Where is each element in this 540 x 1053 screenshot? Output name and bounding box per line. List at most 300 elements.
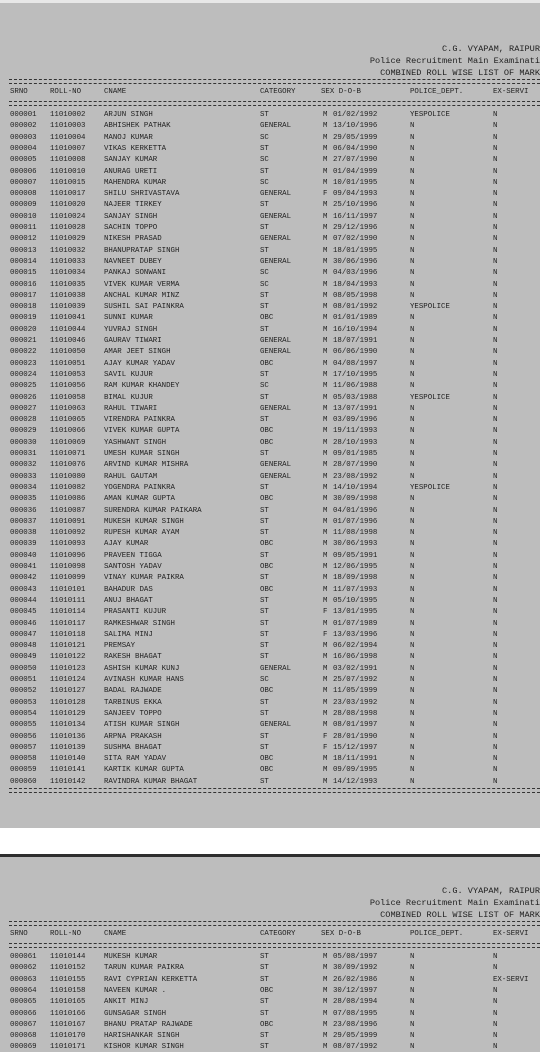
srno-cell: 000014 xyxy=(10,257,37,266)
category-cell: ST xyxy=(260,370,269,379)
sex-cell: M xyxy=(323,653,328,662)
ex-servi-cell: N xyxy=(493,664,498,673)
name-cell: RUPESH KUMAR AYAM xyxy=(104,529,180,538)
sex-cell: M xyxy=(323,721,328,730)
sex-cell: M xyxy=(323,257,328,266)
sex-cell: M xyxy=(323,348,328,357)
roll-no-cell: 11010122 xyxy=(50,653,86,662)
police-dept-cell: N xyxy=(410,167,415,176)
ex-servi-cell: N xyxy=(493,676,498,684)
roll-no-cell: 11010139 xyxy=(50,743,86,752)
sex-cell: M xyxy=(323,495,328,504)
dob-cell: 27/07/1990 xyxy=(333,156,378,165)
roll-no-cell: 11010158 xyxy=(50,986,86,995)
ex-servi-cell: N xyxy=(493,495,498,504)
category-cell: GENERAL xyxy=(260,404,292,413)
srno-cell: 000047 xyxy=(10,630,37,639)
table-row xyxy=(0,675,540,686)
table-row xyxy=(0,359,540,370)
name-cell: KISHOR KUMAR SINGH xyxy=(104,1043,184,1052)
roll-no-cell: 11010082 xyxy=(50,483,86,492)
roll-no-cell: 11010008 xyxy=(50,156,86,165)
police-dept-cell: N xyxy=(410,642,415,651)
police-dept-cell: N xyxy=(410,461,415,470)
roll-no-cell: 11010033 xyxy=(50,257,86,266)
srno-cell: 000049 xyxy=(10,653,37,662)
roll-no-cell: 11010046 xyxy=(50,337,86,345)
list-title: COMBINED ROLL WISE LIST OF MARK xyxy=(380,910,540,920)
sex-cell: M xyxy=(323,314,328,323)
dob-cell: 09/09/1995 xyxy=(333,766,378,775)
table-row xyxy=(0,234,540,245)
dob-cell: 01/07/1989 xyxy=(333,619,378,628)
sex-cell: M xyxy=(323,212,328,221)
dob-cell: 12/06/1995 xyxy=(333,563,378,571)
name-cell: YOGENDRA PAINKRA xyxy=(104,483,175,492)
dob-cell: 04/03/1996 xyxy=(333,269,378,278)
table-row xyxy=(0,551,540,562)
police-dept-cell: N xyxy=(410,585,415,594)
table-row xyxy=(0,133,540,144)
srno-cell: 000012 xyxy=(10,235,37,244)
roll-no-cell: 11010117 xyxy=(50,619,86,628)
roll-no-cell: 11010092 xyxy=(50,529,86,538)
category-cell: OBC xyxy=(260,359,274,368)
table-row xyxy=(0,472,540,483)
police-dept-cell: N xyxy=(410,964,415,973)
ex-servi-cell: N xyxy=(493,111,498,119)
ex-servi-cell: N xyxy=(493,777,498,786)
double-rule xyxy=(9,101,540,106)
police-dept-cell: N xyxy=(410,359,415,368)
dob-cell: 08/01/1992 xyxy=(333,303,378,312)
srno-cell: 000060 xyxy=(10,777,37,786)
category-cell: OBC xyxy=(260,427,274,436)
ex-servi-cell: N xyxy=(493,483,498,492)
srno-cell: 000032 xyxy=(10,461,37,470)
dob-cell: 01/01/1989 xyxy=(333,314,378,323)
dob-cell: 30/06/1996 xyxy=(333,257,378,266)
sex-cell: F xyxy=(323,608,328,617)
name-cell: AMAR JEET SINGH xyxy=(104,348,171,357)
srno-cell: 000063 xyxy=(10,975,37,984)
ex-servi-cell: N xyxy=(493,257,498,266)
name-cell: SANJAY SINGH xyxy=(104,212,158,221)
category-cell: OBC xyxy=(260,438,274,447)
sex-cell: M xyxy=(323,450,328,458)
srno-cell: 000006 xyxy=(10,167,37,176)
srno-cell: 000039 xyxy=(10,540,37,549)
name-cell: AVINASH KUMAR HANS xyxy=(104,676,184,684)
table-row xyxy=(0,257,540,268)
police-dept-cell: N xyxy=(410,517,415,526)
sex-cell: M xyxy=(323,427,328,436)
category-cell: ST xyxy=(260,224,269,232)
category-cell: SC xyxy=(260,133,269,142)
ex-servi-cell: N xyxy=(493,201,498,210)
srno-cell: 000027 xyxy=(10,404,37,413)
name-cell: BADAL RAJWADE xyxy=(104,687,162,696)
police-dept-cell: N xyxy=(410,337,415,345)
table-row xyxy=(0,483,540,494)
category-cell: ST xyxy=(260,291,269,300)
roll-no-cell: 11010071 xyxy=(50,450,86,458)
police-dept-cell: N xyxy=(410,975,415,984)
srno-cell: 000008 xyxy=(10,190,37,199)
srno-cell: 000041 xyxy=(10,563,37,571)
roll-no-cell: 11010015 xyxy=(50,178,86,187)
name-cell: TARBINUS EKKA xyxy=(104,698,162,707)
srno-cell: 000023 xyxy=(10,359,37,368)
table-row xyxy=(0,986,540,997)
name-cell: ABHISHEK PATHAK xyxy=(104,122,171,131)
name-cell: RAHUL TIWARI xyxy=(104,404,158,413)
roll-no-cell: 11010114 xyxy=(50,608,86,617)
name-cell: RAMKESHWAR SINGH xyxy=(104,619,175,628)
page-header xyxy=(320,43,540,79)
table-row xyxy=(0,381,540,392)
name-cell: ANCHAL KUMAR MINZ xyxy=(104,291,180,300)
police-dept-cell: YESPOLICE xyxy=(410,111,450,119)
category-cell: OBC xyxy=(260,563,274,571)
name-cell: BIMAL KUJUR xyxy=(104,393,153,402)
category-cell: ST xyxy=(260,393,269,402)
police-dept-cell: N xyxy=(410,438,415,447)
police-dept-cell: N xyxy=(410,1020,415,1029)
roll-no-cell: 11010091 xyxy=(50,517,86,526)
double-rule xyxy=(9,788,540,793)
table-row xyxy=(0,302,540,313)
roll-no-cell: 11010020 xyxy=(50,201,86,210)
roll-no-cell: 11010044 xyxy=(50,325,86,334)
sex-cell: M xyxy=(323,483,328,492)
srno-cell: 000045 xyxy=(10,608,37,617)
roll-no-cell: 11010101 xyxy=(50,585,86,594)
sex-cell: M xyxy=(323,144,328,153)
table-row xyxy=(0,460,540,471)
name-cell: AJAY KUMAR xyxy=(104,540,149,549)
dob-cell: 06/06/1990 xyxy=(333,348,378,357)
police-dept-cell: N xyxy=(410,743,415,752)
srno-cell: 000042 xyxy=(10,574,37,583)
table-row xyxy=(0,652,540,663)
dob-cell: 30/09/1992 xyxy=(333,964,378,973)
col-name: CNAME xyxy=(104,88,127,96)
police-dept-cell: N xyxy=(410,246,415,255)
name-cell: ATISH KUMAR SINGH xyxy=(104,721,180,730)
table-row xyxy=(0,167,540,178)
name-cell: SITA RAM YADAV xyxy=(104,755,167,764)
ex-servi-cell: EX-SERVI xyxy=(493,975,529,984)
category-cell: GENERAL xyxy=(260,721,292,730)
dob-cell: 04/08/1997 xyxy=(333,359,378,368)
sex-cell: M xyxy=(323,167,328,176)
police-dept-cell: N xyxy=(410,269,415,278)
sex-cell: M xyxy=(323,574,328,583)
ex-servi-cell: N xyxy=(493,1043,498,1052)
table-row xyxy=(0,720,540,731)
police-dept-cell: N xyxy=(410,998,415,1007)
table-row xyxy=(0,325,540,336)
srno-cell: 000015 xyxy=(10,269,37,278)
dob-cell: 14/10/1994 xyxy=(333,483,378,492)
ex-servi-cell: N xyxy=(493,1032,498,1041)
col-srno: SRNO xyxy=(10,88,28,96)
table-row xyxy=(0,494,540,505)
dob-cell: 23/03/1992 xyxy=(333,698,378,707)
sex-cell: M xyxy=(323,777,328,786)
ex-servi-cell: N xyxy=(493,314,498,323)
table-row xyxy=(0,732,540,743)
category-cell: SC xyxy=(260,178,269,187)
table-row xyxy=(0,997,540,1008)
org-name: C.G. VYAPAM, RAIPUR xyxy=(442,44,540,54)
police-dept-cell: N xyxy=(410,314,415,323)
category-cell: GENERAL xyxy=(260,235,292,244)
table-row xyxy=(0,121,540,132)
srno-cell: 000003 xyxy=(10,133,37,142)
category-cell: OBC xyxy=(260,687,274,696)
table-row xyxy=(0,189,540,200)
ex-servi-cell: N xyxy=(493,461,498,470)
srno-cell: 000067 xyxy=(10,1020,37,1029)
dob-cell: 01/02/1992 xyxy=(333,111,378,119)
table-row xyxy=(0,144,540,155)
table-row xyxy=(0,664,540,675)
ex-servi-cell: N xyxy=(493,224,498,232)
roll-no-cell: 11010136 xyxy=(50,732,86,741)
police-dept-cell: N xyxy=(410,664,415,673)
col-sex-dob: SEX D-O-B xyxy=(321,88,361,96)
table-row xyxy=(0,336,540,347)
category-cell: ST xyxy=(260,1009,269,1018)
name-cell: KARTIK KUMAR GUPTA xyxy=(104,766,184,775)
roll-no-cell: 11010041 xyxy=(50,314,86,323)
roll-no-cell: 11010050 xyxy=(50,348,86,357)
police-dept-cell: N xyxy=(410,653,415,662)
roll-no-cell: 11010155 xyxy=(50,975,86,984)
ex-servi-cell: N xyxy=(493,1009,498,1018)
srno-cell: 000065 xyxy=(10,998,37,1007)
police-dept-cell: N xyxy=(410,212,415,221)
table-row xyxy=(0,596,540,607)
ex-servi-cell: N xyxy=(493,630,498,639)
ex-servi-cell: N xyxy=(493,653,498,662)
sex-cell: M xyxy=(323,224,328,232)
ex-servi-cell: N xyxy=(493,698,498,707)
srno-cell: 000030 xyxy=(10,438,37,447)
sex-cell: M xyxy=(323,585,328,594)
police-dept-cell: YESPOLICE xyxy=(410,483,450,492)
ex-servi-cell: N xyxy=(493,156,498,165)
ex-servi-cell: N xyxy=(493,370,498,379)
category-cell: ST xyxy=(260,1032,269,1041)
srno-cell: 000038 xyxy=(10,529,37,538)
ex-servi-cell: N xyxy=(493,517,498,526)
ex-servi-cell: N xyxy=(493,709,498,718)
ex-servi-cell: N xyxy=(493,280,498,289)
table-row xyxy=(0,952,540,963)
dob-cell: 07/02/1990 xyxy=(333,235,378,244)
dob-cell: 07/08/1995 xyxy=(333,1009,378,1018)
name-cell: ANKIT MINJ xyxy=(104,998,149,1007)
roll-no-cell: 11010093 xyxy=(50,540,86,549)
roll-no-cell: 11010118 xyxy=(50,630,86,639)
category-cell: ST xyxy=(260,732,269,741)
name-cell: RAHUL GAUTAM xyxy=(104,472,158,481)
category-cell: ST xyxy=(260,517,269,526)
srno-cell: 000029 xyxy=(10,427,37,436)
srno-cell: 000036 xyxy=(10,506,37,515)
category-cell: ST xyxy=(260,144,269,153)
table-row xyxy=(0,528,540,539)
police-dept-cell: N xyxy=(410,370,415,379)
name-cell: AMAN KUMAR GUPTA xyxy=(104,495,175,504)
dob-cell: 18/04/1993 xyxy=(333,280,378,289)
sex-cell: F xyxy=(323,630,328,639)
category-cell: OBC xyxy=(260,1020,274,1029)
police-dept-cell: N xyxy=(410,755,415,764)
col-police-dept: POLICE_DEPT. xyxy=(410,930,464,938)
roll-no-cell: 11010128 xyxy=(50,698,86,707)
dob-cell: 11/07/1993 xyxy=(333,585,378,594)
category-cell: ST xyxy=(260,111,269,119)
table-row xyxy=(0,607,540,618)
name-cell: YUVRAJ SINGH xyxy=(104,325,158,334)
roll-no-cell: 11010051 xyxy=(50,359,86,368)
dob-cell: 30/12/1997 xyxy=(333,986,378,995)
dob-cell: 16/10/1994 xyxy=(333,325,378,334)
roll-no-cell: 11010056 xyxy=(50,382,86,391)
police-dept-cell: N xyxy=(410,280,415,289)
ex-servi-cell: N xyxy=(493,416,498,425)
roll-no-cell: 11010002 xyxy=(50,111,86,119)
sex-cell: M xyxy=(323,416,328,425)
ex-servi-cell: N xyxy=(493,953,498,961)
police-dept-cell: N xyxy=(410,257,415,266)
name-cell: YASHWANT SINGH xyxy=(104,438,167,447)
category-cell: ST xyxy=(260,450,269,458)
ex-servi-cell: N xyxy=(493,325,498,334)
ex-servi-cell: N xyxy=(493,382,498,391)
ex-servi-cell: N xyxy=(493,687,498,696)
sex-cell: M xyxy=(323,359,328,368)
roll-no-cell: 11010024 xyxy=(50,212,86,221)
category-cell: ST xyxy=(260,975,269,984)
ex-servi-cell: N xyxy=(493,246,498,255)
police-dept-cell: N xyxy=(410,698,415,707)
category-cell: ST xyxy=(260,630,269,639)
ex-servi-cell: N xyxy=(493,133,498,142)
srno-cell: 000051 xyxy=(10,676,37,684)
roll-no-cell: 11010080 xyxy=(50,472,86,481)
roll-no-cell: 11010069 xyxy=(50,438,86,447)
srno-cell: 000033 xyxy=(10,472,37,481)
srno-cell: 000057 xyxy=(10,743,37,752)
dob-cell: 28/07/1990 xyxy=(333,461,378,470)
police-dept-cell: N xyxy=(410,235,415,244)
table-row xyxy=(0,1031,540,1042)
srno-cell: 000005 xyxy=(10,156,37,165)
ex-servi-cell: N xyxy=(493,291,498,300)
roll-no-cell: 11010140 xyxy=(50,755,86,764)
police-dept-cell: N xyxy=(410,122,415,131)
roll-no-cell: 11010142 xyxy=(50,777,86,786)
table-row xyxy=(0,449,540,460)
table-row xyxy=(0,223,540,234)
name-cell: NAVNEET DUBEY xyxy=(104,257,162,266)
name-cell: VIKAS KERKETTA xyxy=(104,144,167,153)
table-row xyxy=(0,370,540,381)
roll-no-cell: 11010152 xyxy=(50,964,86,973)
sex-cell: M xyxy=(323,325,328,334)
sex-cell: M xyxy=(323,1043,328,1052)
table-row xyxy=(0,212,540,223)
ex-servi-cell: N xyxy=(493,235,498,244)
srno-cell: 000009 xyxy=(10,201,37,210)
double-rule xyxy=(9,943,540,948)
name-cell: PRAVEEN TIGGA xyxy=(104,551,162,560)
name-cell: SANJEEV TOPPO xyxy=(104,709,162,718)
category-cell: GENERAL xyxy=(260,337,292,345)
col-ex-servi: EX-SERVI xyxy=(493,930,529,938)
srno-cell: 000004 xyxy=(10,144,37,153)
police-dept-cell: N xyxy=(410,224,415,232)
dob-cell: 28/08/1998 xyxy=(333,709,378,718)
category-cell: OBC xyxy=(260,540,274,549)
srno-cell: 000024 xyxy=(10,370,37,379)
police-dept-cell: N xyxy=(410,472,415,481)
roll-no-cell: 11010086 xyxy=(50,495,86,504)
dob-cell: 09/04/1993 xyxy=(333,190,378,199)
sex-cell: M xyxy=(323,404,328,413)
table-row xyxy=(0,1020,540,1031)
sex-cell: M xyxy=(323,111,328,119)
table-row xyxy=(0,200,540,211)
sex-cell: M xyxy=(323,438,328,447)
dob-cell: 13/03/1996 xyxy=(333,630,378,639)
ex-servi-cell: N xyxy=(493,393,498,402)
ex-servi-cell: N xyxy=(493,642,498,651)
dob-cell: 23/08/1996 xyxy=(333,1020,378,1029)
table-row xyxy=(0,291,540,302)
police-dept-cell: N xyxy=(410,687,415,696)
roll-no-cell: 11010127 xyxy=(50,687,86,696)
srno-cell: 000040 xyxy=(10,551,37,560)
roll-no-cell: 11010123 xyxy=(50,664,86,673)
category-cell: ST xyxy=(260,325,269,334)
column-header-row xyxy=(0,87,540,98)
name-cell: MUKESH KUMAR SINGH xyxy=(104,517,184,526)
name-cell: RAVINDRA KUMAR BHAGAT xyxy=(104,777,198,786)
srno-cell: 000056 xyxy=(10,732,37,741)
police-dept-cell: N xyxy=(410,1043,415,1052)
name-cell: VIRENDRA PAINKRA xyxy=(104,416,175,425)
roll-no-cell: 11010065 xyxy=(50,416,86,425)
srno-cell: 000068 xyxy=(10,1032,37,1041)
ex-servi-cell: N xyxy=(493,506,498,515)
srno-cell: 000052 xyxy=(10,687,37,696)
dob-cell: 05/08/1997 xyxy=(333,953,378,961)
roll-no-cell: 11010004 xyxy=(50,133,86,142)
police-dept-cell: N xyxy=(410,529,415,538)
name-cell: NAJEER TIRKEY xyxy=(104,201,162,210)
roll-no-cell: 11010003 xyxy=(50,122,86,131)
sex-cell: M xyxy=(323,1009,328,1018)
category-cell: ST xyxy=(260,698,269,707)
dob-cell: 08/05/1998 xyxy=(333,291,378,300)
name-cell: ARVIND KUMAR MISHRA xyxy=(104,461,189,470)
